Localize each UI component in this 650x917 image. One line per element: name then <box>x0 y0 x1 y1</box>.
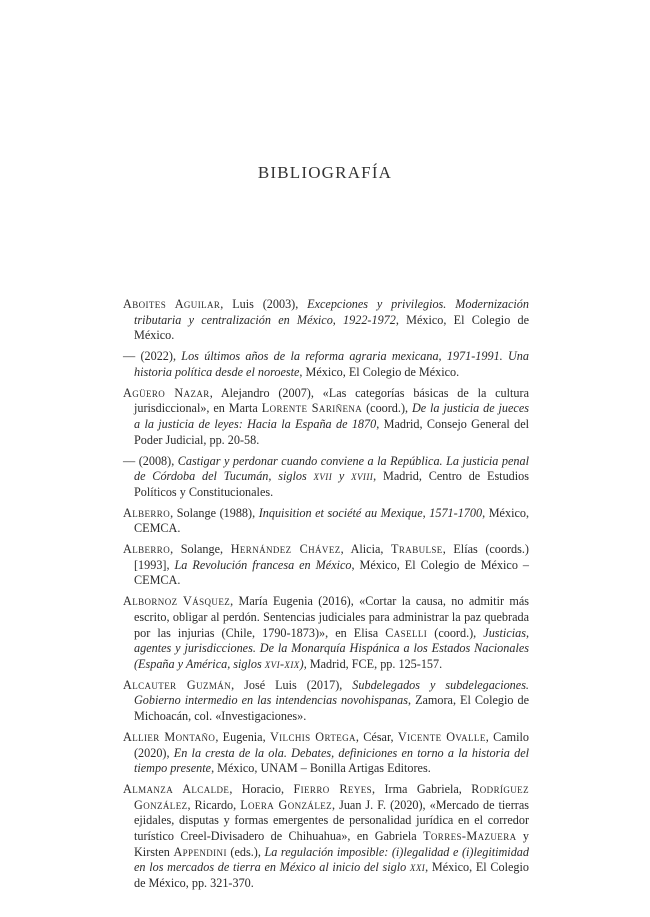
century-numeral: xvi-xix <box>264 656 300 671</box>
work-title: De la justicia de jueces a la justicia de leyes: Hacia la España de 1870 <box>134 401 529 431</box>
century-numeral: xvii <box>313 469 333 484</box>
work-title: Excepciones y privilegios. Modernización tributaria y centralización en México, 1922-1972 <box>134 297 529 327</box>
work-title: La regulación imposible: (i)legalidad e (i)legitimidad en los mercados de tierra en México al inicio del siglo <box>134 844 529 875</box>
author-name: Alcauter Guzmán <box>123 677 232 692</box>
entry-text: , México, UNAM – Bonilla Artigas Editores. <box>211 761 431 776</box>
author-name: Trabulse <box>391 542 443 557</box>
author-name: Allier Montaño <box>123 729 216 744</box>
work-title: La Revolución francesa en México <box>174 557 352 572</box>
entry-text: y Kirsten <box>134 828 529 859</box>
entry-text: , México, El Colegio de México – CEMCA. <box>134 557 530 588</box>
author-name: Agüero Nazar <box>123 385 210 400</box>
author-name: Alberro <box>123 542 171 557</box>
entry-text: , México, El Colegio de México, pp. 321-370. <box>134 860 529 890</box>
author-name: Almanza Alcalde <box>123 782 230 797</box>
bibliography-entry <box>123 594 529 672</box>
author-name: Torres-Mazuera <box>423 828 517 843</box>
work-title: Castigar y perdonar cuando conviene a la República. La justicia penal de Córdoba del Tucumán, siglos <box>134 453 529 484</box>
author-name: Rodríguez González <box>134 782 529 812</box>
entry-text: — (2022), <box>123 349 182 364</box>
entry-text: , Juan J. F. (2020), «Mercado de tierras ejidales, disputas y formas emergentes de personalidad jurídica en el corredor turístico Creel-Divisadero de Chihuahua», en Gabriela <box>134 797 529 843</box>
work-title: Justicias, agentes y jurisdicciones. De la Monarquía Hispánica a los Estados Nacionales (España y América, siglos <box>134 625 529 671</box>
author-name: Albornoz Vásquez <box>123 594 231 609</box>
bibliography-entry <box>123 782 529 891</box>
century-numeral: xviii <box>351 469 374 484</box>
entry-text: — (2008), <box>123 453 178 468</box>
author-name: Caselli <box>385 625 428 640</box>
work-title: y <box>332 469 352 484</box>
bibliography-list <box>123 297 529 897</box>
author-name: Vicente Ovalle <box>397 729 486 744</box>
entry-text: , Madrid, FCE, pp. 125-157. <box>303 656 443 671</box>
entry-text: , Luis (2003), <box>220 297 308 311</box>
work-title: Los últimos años de la reforma agraria mexicana, 1971-1991. Una historia política desde el noroeste <box>134 349 529 379</box>
page-title: BIBLIOGRAFÍA <box>257 163 393 182</box>
author-name: Fierro Reyes <box>293 782 373 797</box>
bibliography-entry <box>123 349 529 380</box>
bibliography-entry <box>123 506 529 537</box>
century-numeral: xxi <box>409 860 426 875</box>
entry-text: (coord.), <box>427 625 484 640</box>
entry-text: , Solange, <box>170 542 231 557</box>
entry-text: , Eugenia, <box>215 729 270 744</box>
entry-text: , Madrid, Consejo General del Poder Judicial, pp. 20-58. <box>134 416 529 447</box>
entry-text: , México, CEMCA. <box>134 505 529 536</box>
author-name: Lorente Sariñena <box>261 401 363 416</box>
entry-text: , México, El Colegio de México. <box>134 312 530 343</box>
author-name: Aboites Aguilar <box>123 297 221 311</box>
entry-text: , Zamora, El Colegio de Michoacán, col. «Investigaciones». <box>134 693 530 723</box>
author-name: Appendini <box>173 844 227 859</box>
bibliography-entry <box>123 542 529 589</box>
entry-text: , Irma Gabriela, <box>372 782 472 797</box>
entry-text: , César, <box>355 729 398 744</box>
entry-text: (coord.), <box>362 401 412 416</box>
author-name: Alberro <box>123 505 171 520</box>
bibliography-entry <box>123 454 529 501</box>
bibliography-entry <box>123 386 529 448</box>
author-name: Hernández Chávez <box>230 542 341 557</box>
work-title: En la cresta de la ola. Debates, definiciones en torno a la historia del tiempo presente <box>134 745 529 776</box>
bibliography-entry <box>123 678 529 725</box>
author-name: Loera González <box>240 797 333 812</box>
entry-text: , Horacio, <box>229 782 294 797</box>
entry-text: , José Luis (2017), <box>231 677 353 692</box>
work-title: Inquisition et société au Mexique, 1571-1700 <box>258 505 483 520</box>
entry-text: , Madrid, Centro de Estudios Políticos y Constitucionales. <box>134 469 529 499</box>
author-name: Vilchis Ortega <box>269 729 356 744</box>
work-title: ) <box>299 656 304 671</box>
entry-text: , Ricardo, <box>187 797 241 812</box>
bibliography-entry <box>123 730 529 777</box>
entry-text: , Elías (coords.) [1993], <box>134 542 529 572</box>
entry-text: , Alicia, <box>340 542 392 557</box>
entry-text: , María Eugenia (2016), «Cortar la causa, no admitir más escrito, obligar al perdón. Sentencias judiciales para administrar la paz quebrada por las injurias (Chile, 1790-1873)», en Elisa <box>134 594 529 640</box>
entry-text: , Solange (1988), <box>170 505 259 520</box>
entry-text: , Alejandro (2007), «Las categorías básicas de la cultura jurisdiccional», en Marta <box>134 385 529 416</box>
work-title: Subdelegados y subdelegaciones. Gobierno intermedio en las intendencias novohispanas <box>134 677 529 708</box>
entry-text: , México, El Colegio de México. <box>299 364 460 379</box>
entry-text: , Camilo (2020), <box>134 729 529 760</box>
entry-text: (eds.), <box>226 844 265 859</box>
bibliography-entry <box>123 297 529 344</box>
